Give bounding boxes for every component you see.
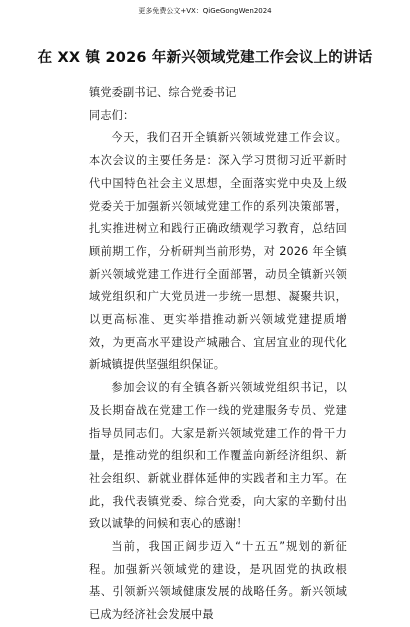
- document-body: [89, 82, 347, 622]
- paragraph-1: 今天，我们召开全镇新兴领域党建工作会议。本次会议的主要任务是：深入学习贯彻习近平新时代中国特色社会主义思想，全面落实党中央及上级党委关于加强新兴领域党建工作的系列决策部署，扎实推进树立和践行正确政绩观学习教育，总结回顾前期工作，分析研判当前形势，对 2026 年全镇新兴领域党建工作进行全面部署，动员全镇新兴领域党组织和广大党员进一步统一思想、凝聚共识，以更高标准、更实举措推动新兴领域党建提质增效，为更高水平建设产城融合、宜居宜业的现代化新城镇提供坚强组织保证。: [89, 131, 347, 372]
- header-note: 更多免费公文+VX：QiGeGongWen2024: [138, 7, 272, 15]
- paragraph-2: 参加会议的有全镇各新兴领域党组织书记，以及长期奋战在党建工作一线的党建服务专员、党建指导员同志们。大家是新兴领域党建工作的骨干力量，是推动党的组织和工作覆盖向新经济组织、新社会组织、新就业群体延伸的实践者和主力军。在此，我代表镇党委、综合党委，向大家的辛勤付出致以诚挚的问候和衷心的感谢！: [89, 381, 347, 531]
- salutation: 同志们：: [89, 108, 135, 122]
- document-title: 在 XX 镇 2026 年新兴领域党建工作会议上的讲话: [37, 50, 373, 66]
- speaker-line: 镇党委副书记、综合党委书记: [89, 86, 237, 99]
- paragraph-3: 当前，我国正阔步迈入“十五五”规划的新征程。加强新兴领域党的建设，是巩固党的执政根基、引领新兴领域健康发展的战略任务。新兴领域已成为经济社会发展中最: [89, 540, 347, 622]
